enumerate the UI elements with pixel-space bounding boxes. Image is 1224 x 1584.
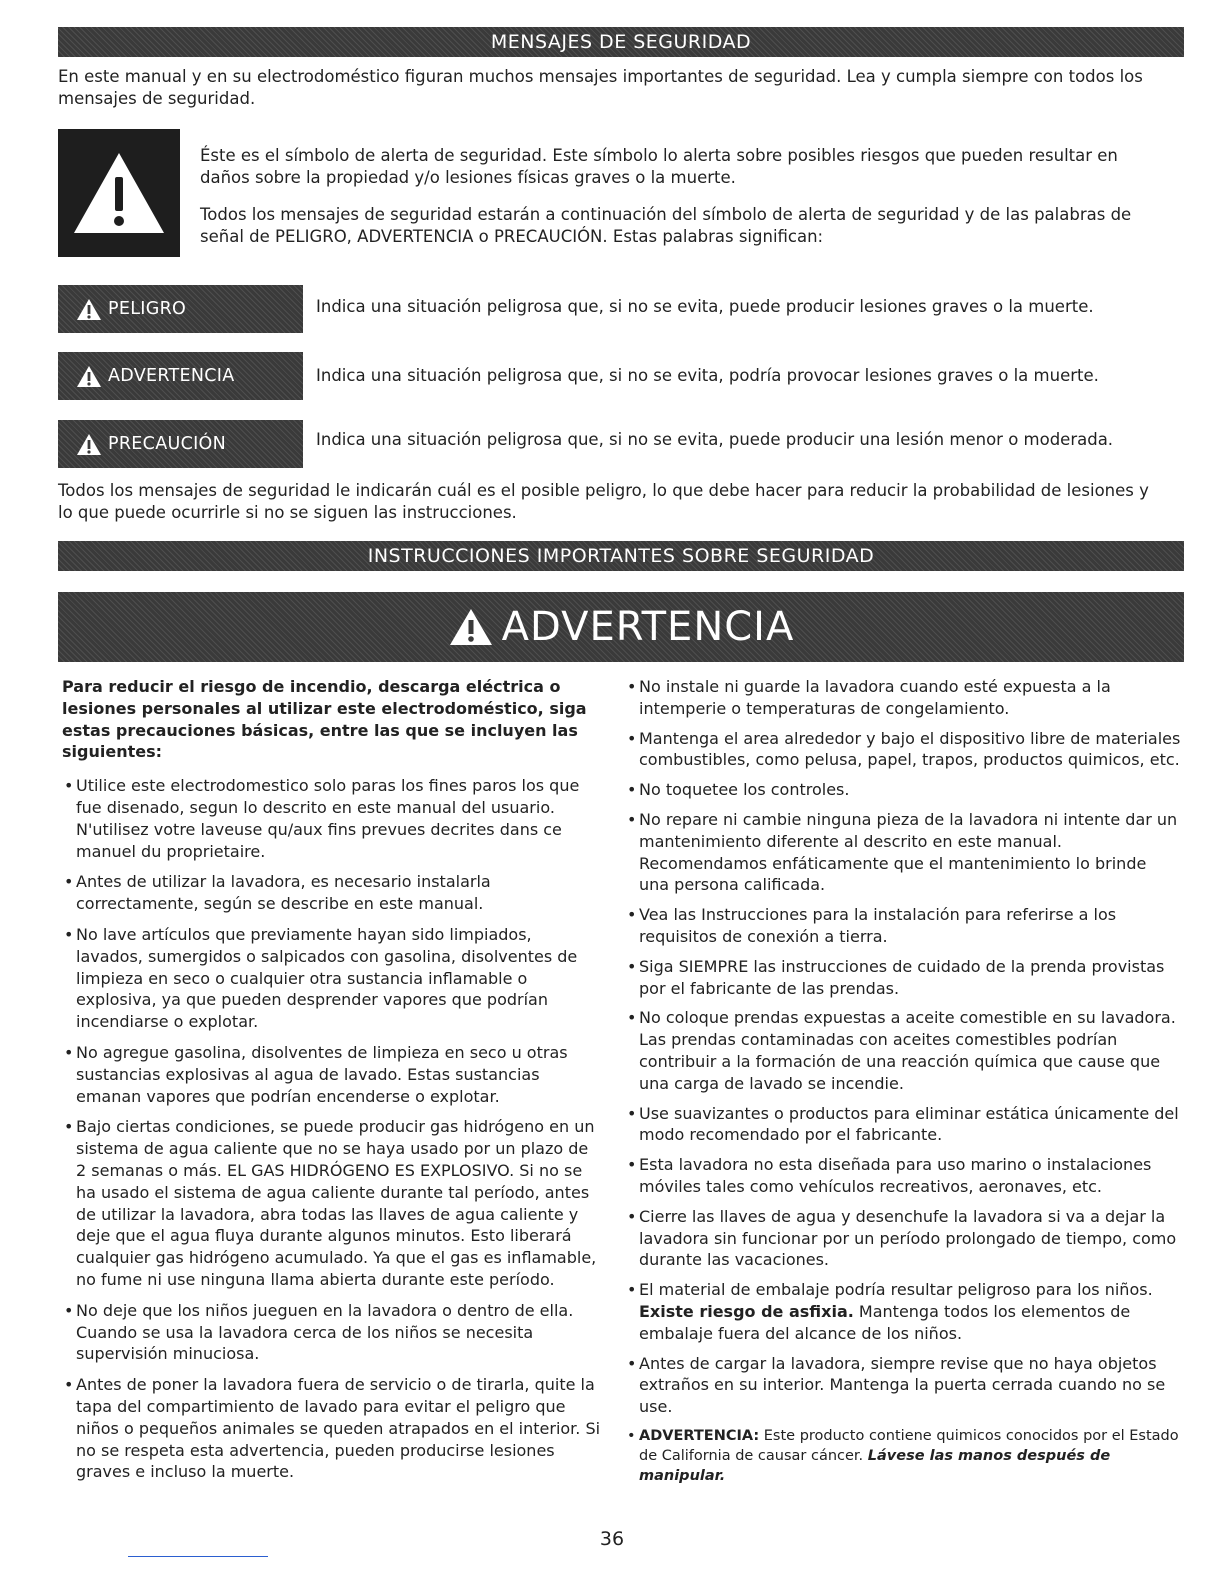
section-header-safety-messages (58, 27, 1184, 57)
alert-symbol-description: Éste es el símbolo de alerta de seguridad. Este símbolo lo alerta sobre posibles riesgos que pueden resultar en daños sobre la propiedad y/o lesiones físicas graves o la muerte. (200, 146, 1118, 187)
packaging-text-start: El material de embalaje podría resultar peligroso para los niños. (639, 1280, 1153, 1300)
packaging-text-end: Mantenga todos los elementos de embalaje fuera del alcance de los niños. (639, 1301, 1131, 1343)
instructions-left-column (62, 676, 602, 1492)
signal-description-peligro: Indica una situación peligrosa que, si no se evita, puede producir lesiones graves o la muerte. (316, 297, 1094, 316)
asphyxia-warning: Existe riesgo de asfixia. (639, 1301, 854, 1321)
list-item-packaging (625, 1279, 1181, 1344)
signal-description-precaucion: Indica una situación peligrosa que, si no se evita, puede producir una lesión menor o moderada. (316, 430, 1114, 449)
warning-triangle-icon (71, 149, 167, 237)
closing-paragraph: Todos los mensajes de seguridad le indicarán cuál es el posible peligro, lo que debe hacer para reducir la probabilidad de lesiones y lo que puede ocurrirle si no se siguen las instrucciones. (58, 481, 1149, 522)
instructions-right-column (625, 676, 1181, 1494)
footer-rule (128, 1556, 268, 1557)
warning-triangle-icon (76, 433, 102, 456)
signal-label-advertencia (58, 352, 303, 400)
list-item: • No repare ni cambie ninguna pieza de la lavadora ni intente dar un mantenimiento diferente al descrito en este manual. Recomendamos enfáticamente que el mantenimiento lo brinde una persona calificada. (625, 809, 1181, 896)
warning-banner-label: ADVERTENCIA (501, 604, 795, 650)
list-item: • Antes de poner la lavadora fuera de servicio o de tirarla, quite la tapa del compartimiento de lavado para evitar el peligro que niños o pequeños animales se queden atrapados en el interior. Si no se respeta esta advertencia, pueden producirse lesiones graves e incluso la muerte. (62, 1374, 602, 1483)
signal-words-description: Todos los mensajes de seguridad estarán a continuación del símbolo de alerta de seguridad y de las palabras de señal de PELIGRO, ADVERTENCIA o PRECAUCIÓN. Estas palabras significan: (200, 205, 1132, 246)
signal-word: PRECAUCIÓN (108, 434, 227, 454)
warning-triangle-icon (76, 298, 102, 321)
signal-label-peligro (58, 285, 303, 333)
list-item: • Esta lavadora no esta diseñada para uso marino o instalaciones móviles tales como vehículos recreativos, aeronaves, etc. (625, 1154, 1181, 1198)
list-item: • Bajo ciertas condiciones, se puede producir gas hidrógeno en un sistema de agua caliente que no se haya usado por un plazo de 2 semanas o más. EL GAS HIDRÓGENO ES EXPLOSIVO. Si no se ha usado el sistema de agua caliente durante tal período, antes de utilizar la lavadora, abra todas las llaves de agua caliente y deje que el agua fluya durante algunos minutos. Esto liberará cualquier gas hidrógeno acumulado. Ya que el gas es inflamable, no fume ni use ninguna llama abierta durante este período. (62, 1116, 602, 1290)
warning-banner (58, 592, 1184, 662)
prop65-text: Este producto contiene quimicos conocidos por el Estado de California de causar cáncer. (639, 1427, 1179, 1464)
list-item: • Mantenga el area alrededor y bajo el dispositivo libre de materiales combustibles, como pelusa, papel, trapos, productos quimicos, etc. (625, 728, 1181, 772)
section-title: MENSAJES DE SEGURIDAD (490, 31, 752, 53)
list-item-prop65 (625, 1426, 1181, 1486)
instructions-list-right (625, 676, 1181, 1486)
prop65-label: ADVERTENCIA: (639, 1427, 760, 1444)
signal-description-advertencia: Indica una situación peligrosa que, si no se evita, podría provocar lesiones graves o la muerte. (316, 366, 1099, 385)
section-title: INSTRUCCIONES IMPORTANTES SOBRE SEGURIDAD (367, 545, 875, 567)
list-item: • No toquetee los controles. (625, 779, 1181, 801)
signal-label-precaucion (58, 420, 303, 468)
list-item: • Antes de cargar la lavadora, siempre revise que no haya objetos extraños en su interior. Mantenga la puerta cerrada cuando no se use. (625, 1353, 1181, 1418)
warning-triangle-icon (76, 365, 102, 388)
safety-alert-symbol (58, 129, 180, 257)
list-item: • No deje que los niños jueguen en la lavadora o dentro de ella. Cuando se usa la lavadora cerca de los niños se necesita supervisión minuciosa. (62, 1300, 602, 1365)
page-number: 36 (599, 1528, 625, 1550)
list-item: • Siga SIEMPRE las instrucciones de cuidado de la prenda provistas por el fabricante de las prendas. (625, 956, 1181, 1000)
signal-word: PELIGRO (108, 299, 187, 319)
section-header-important-instructions (58, 541, 1184, 571)
list-item: • No agregue gasolina, disolventes de limpieza en seco u otras sustancias explosivas al agua de lavado. Estas sustancias emanan vapores que podrían encenderse o explotar. (62, 1042, 602, 1107)
list-item: • No instale ni guarde la lavadora cuando esté expuesta a la intemperie o temperaturas de congelamiento. (625, 676, 1181, 720)
list-item: • No lave artículos que previamente hayan sido limpiados, lavados, sumergidos o salpicados con gasolina, disolventes de limpieza en seco o cualquier otra sustancia inflamable o explosiva, ya que pueden desprender vapores que podrían incendiarse o explotar. (62, 924, 602, 1033)
list-item: • Vea las Instrucciones para la instalación para referirse a los requisitos de conexión a tierra. (625, 904, 1181, 948)
instructions-list-left (62, 775, 602, 1483)
list-item: • Cierre las llaves de agua y desenchufe la lavadora si va a dejar la lavadora sin funcionar por un período prolongado de tiempo, como durante las vacaciones. (625, 1206, 1181, 1271)
instructions-lead: Para reducir el riesgo de incendio, descarga eléctrica o lesiones personales al utilizar este electrodoméstico, siga estas precauciones básicas, entre las que se incluyen las siguientes: (62, 677, 587, 762)
prop65-emphasis: Lávese las manos después de manipular. (639, 1447, 1111, 1484)
signal-word: ADVERTENCIA (108, 366, 235, 386)
warning-triangle-icon (448, 607, 494, 647)
intro-paragraph: En este manual y en su electrodoméstico figuran muchos mensajes importantes de seguridad. Lea y cumpla siempre con todos los mensajes de seguridad. (58, 67, 1143, 108)
list-item: • Utilice este electrodomestico solo paras los fines paros los que fue disenado, segun lo descrito en este manual del usuario. N'utilisez votre laveuse qu/aux fins prevues decrites dans ce manuel du proprietaire. (62, 775, 602, 862)
list-item: • Use suavizantes o productos para eliminar estática únicamente del modo recomendado por el fabricante. (625, 1103, 1181, 1147)
list-item: • No coloque prendas expuestas a aceite comestible en su lavadora. Las prendas contaminadas con aceites comestibles podrían contribuir a la formación de una reacción química que cause que una carga de lavado se incendie. (625, 1007, 1181, 1094)
list-item: • Antes de utilizar la lavadora, es necesario instalarla correctamente, según se describe en este manual. (62, 871, 602, 915)
